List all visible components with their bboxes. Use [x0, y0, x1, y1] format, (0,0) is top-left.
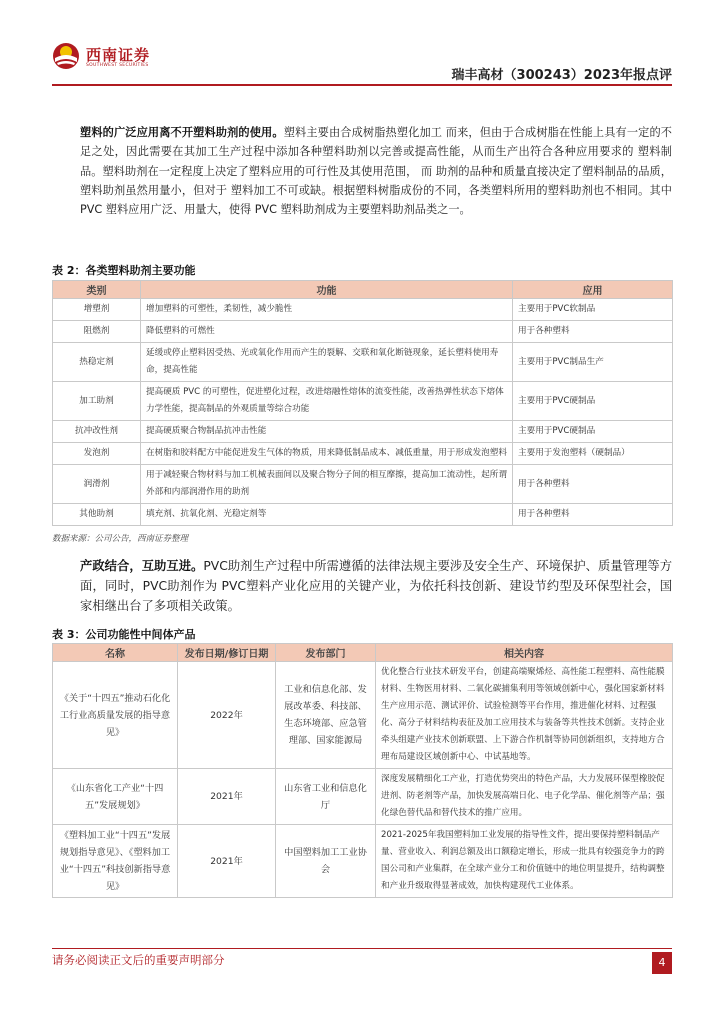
logo-english-name: SOUTHWEST SECURITIES: [86, 63, 149, 68]
department-cell: 中国塑料加工工业协会: [276, 825, 376, 898]
application-cell: 主要用于PVC硬制品: [513, 382, 673, 421]
table-header-row: [53, 281, 673, 299]
policy-table: [52, 643, 673, 898]
application-cell: 主要用于PVC硬制品: [513, 421, 673, 443]
page-number: 4: [652, 952, 672, 974]
category-cell: 其他助剂: [53, 504, 141, 526]
category-cell: 加工助剂: [53, 382, 141, 421]
column-header: 类别: [53, 281, 141, 299]
table-row: [53, 299, 673, 321]
column-header: 应用: [513, 281, 673, 299]
category-cell: 热稳定剂: [53, 343, 141, 382]
footer-divider: [52, 948, 672, 949]
date-cell: 2021年: [178, 769, 276, 825]
table-row: [53, 662, 673, 769]
category-cell: 增塑剂: [53, 299, 141, 321]
policy-name-cell: 《山东省化工产业“十四五”发展规划》: [53, 769, 178, 825]
category-cell: 抗冲改性剂: [53, 421, 141, 443]
application-cell: 主要用于PVC制品生产: [513, 343, 673, 382]
department-cell: 山东省工业和信息化厅: [276, 769, 376, 825]
function-cell: 增加塑料的可塑性，柔韧性，减少脆性: [141, 299, 513, 321]
function-cell: 填充剂、抗氧化剂、光稳定剂等: [141, 504, 513, 526]
policy-name-cell: 《关于“十四五”推动石化化工行业高质量发展的指导意见》: [53, 662, 178, 769]
company-logo: [52, 42, 151, 72]
column-header: 名称: [53, 644, 178, 662]
table-row: [53, 343, 673, 382]
paragraph-lead: 塑料的广泛应用离不开塑料助剂的使用。: [80, 126, 284, 139]
category-cell: 阻燃剂: [53, 321, 141, 343]
paragraph-plastic-additives: [80, 123, 672, 219]
function-cell: 在树脂和胶料配方中能促进发生气体的物质，用来降低制品成本、减低重量，用于形成发泡塑料: [141, 443, 513, 465]
table-row: [53, 465, 673, 504]
function-cell: 提高硬质 PVC 的可塑性，促进塑化过程，改进熔融性熔体的流变性能，改善热弹性状态下熔体力学性能，提高制品的外观质量等综合功能: [141, 382, 513, 421]
additives-function-table: [52, 280, 673, 526]
table-row: [53, 443, 673, 465]
column-header: 发布部门: [276, 644, 376, 662]
function-cell: 提高硬质聚合物制品抗冲击性能: [141, 421, 513, 443]
category-cell: 润滑剂: [53, 465, 141, 504]
table-row: [53, 321, 673, 343]
application-cell: 用于各种塑料: [513, 465, 673, 504]
table-caption: 表 2：各类塑料助剂主要功能: [52, 264, 196, 277]
table-row: [53, 825, 673, 898]
application-cell: 用于各种塑料: [513, 321, 673, 343]
content-cell: 深度发展精细化工产业，打造优势突出的特色产品，大力发展环保型橡胶促进剂、防老剂等产品，加快发展高端日化、电子化学品、催化剂等产品；强化绿色替代品和替代技术的推广应用。: [376, 769, 673, 825]
logo-chinese-name: 西南证券: [86, 46, 151, 64]
disclaimer-note: 请务必阅读正文后的重要声明部分: [52, 953, 225, 967]
logo-emblem-icon: [52, 42, 80, 70]
category-cell: 发泡剂: [53, 443, 141, 465]
table-header-row: [53, 644, 673, 662]
function-cell: 用于减轻聚合物材料与加工机械表面间以及聚合物分子间的相互摩擦，提高加工流动性，起所谓外部和内部润滑作用的助剂: [141, 465, 513, 504]
column-header: 发布日期/修订日期: [178, 644, 276, 662]
paragraph-policy: [80, 556, 672, 616]
content-cell: 优化整合行业技术研发平台，创建高端聚烯烃、高性能工程塑料、高性能膜材料、生物医用材料、二氧化碳捕集利用等领域创新中心，强化国家新材料生产应用示范、测试评价、试验检测等平台作用，推进催化材料、过程强化、高分子材料结构表征及加工应用技术与装备等共性技术创新。支持企业牵头组建产业技术创新联盟、上下游合作机制等协同创新组织，支持地方合理布局建设区域创新中心、中试基地等。: [376, 662, 673, 769]
department-cell: 工业和信息化部、发展改革委、科技部、生态环境部、应急管理部、国家能源局: [276, 662, 376, 769]
report-title: 瑞丰高材（300243）2023年报点评: [451, 68, 672, 83]
function-cell: 降低塑料的可燃性: [141, 321, 513, 343]
application-cell: 主要用于PVC软制品: [513, 299, 673, 321]
table-caption: 表 3：公司功能性中间体产品: [52, 628, 196, 641]
application-cell: 主要用于发泡塑料（硬制品）: [513, 443, 673, 465]
page-header: [0, 0, 724, 90]
data-source-note: 数据来源：公司公告，西南证券整理: [52, 534, 189, 544]
policy-name-cell: 《塑料加工业“十四五”发展规划指导意见》、《塑料加工业“十四五”科技创新指导意见》: [53, 825, 178, 898]
table-row: [53, 382, 673, 421]
header-divider: [52, 84, 672, 86]
column-header: 相关内容: [376, 644, 673, 662]
table-row: [53, 421, 673, 443]
function-cell: 延缓或停止塑料因受热、光或氧化作用而产生的裂解、交联和氧化断链现象，延长塑料使用寿命，提高性能: [141, 343, 513, 382]
date-cell: 2022年: [178, 662, 276, 769]
column-header: 功能: [141, 281, 513, 299]
application-cell: 用于各种塑料: [513, 504, 673, 526]
paragraph-body: PVC助剂生产过程中所需遵循的法律法规主要涉及安全生产、环境保护、质量管理等方面，同时，PVC助剂作为 PVC塑料产业化应用的关键产业，为依托科技创新、建设节约型及环保型社会，国家相继出台了多项相关政策。: [80, 559, 672, 613]
table-row: [53, 769, 673, 825]
paragraph-lead: 产政结合，互助互进。: [80, 559, 204, 573]
table-row: [53, 504, 673, 526]
date-cell: 2021年: [178, 825, 276, 898]
paragraph-body: 塑料主要由合成树脂热塑化加工 而来，但由于合成树脂在性能上具有一定的不足之处，因此需要在其加工生产过程中添加各种塑料助剂以完善或提高性能，从而生产出符合各种应用要求的 塑料制品。塑料助剂在一定程度上决定了塑料应用的可行性及其使用范围， 而 助剂的品种和质量直接决定了塑料制品的品质，塑料助剂虽然用量小，但对于 塑料加工不可或缺。根据塑料树脂成份的不同，各类塑料所用的塑料助剂也不相同。其中 PVC 塑料应用广泛、用量大，使得 PVC 塑料助剂成为主要塑料助剂品类之一。: [80, 126, 672, 217]
content-cell: 2021-2025年我国塑料加工业发展的指导性文件，提出要保持塑料制品产量、营业收入、利润总额及出口额稳定增长，形成一批具有较强竞争力的跨国公司和产业集群，在全球产业分工和价值链中的地位明显提升，结构调整和产业升级取得显著成效，加快构建现代工业体系。: [376, 825, 673, 898]
